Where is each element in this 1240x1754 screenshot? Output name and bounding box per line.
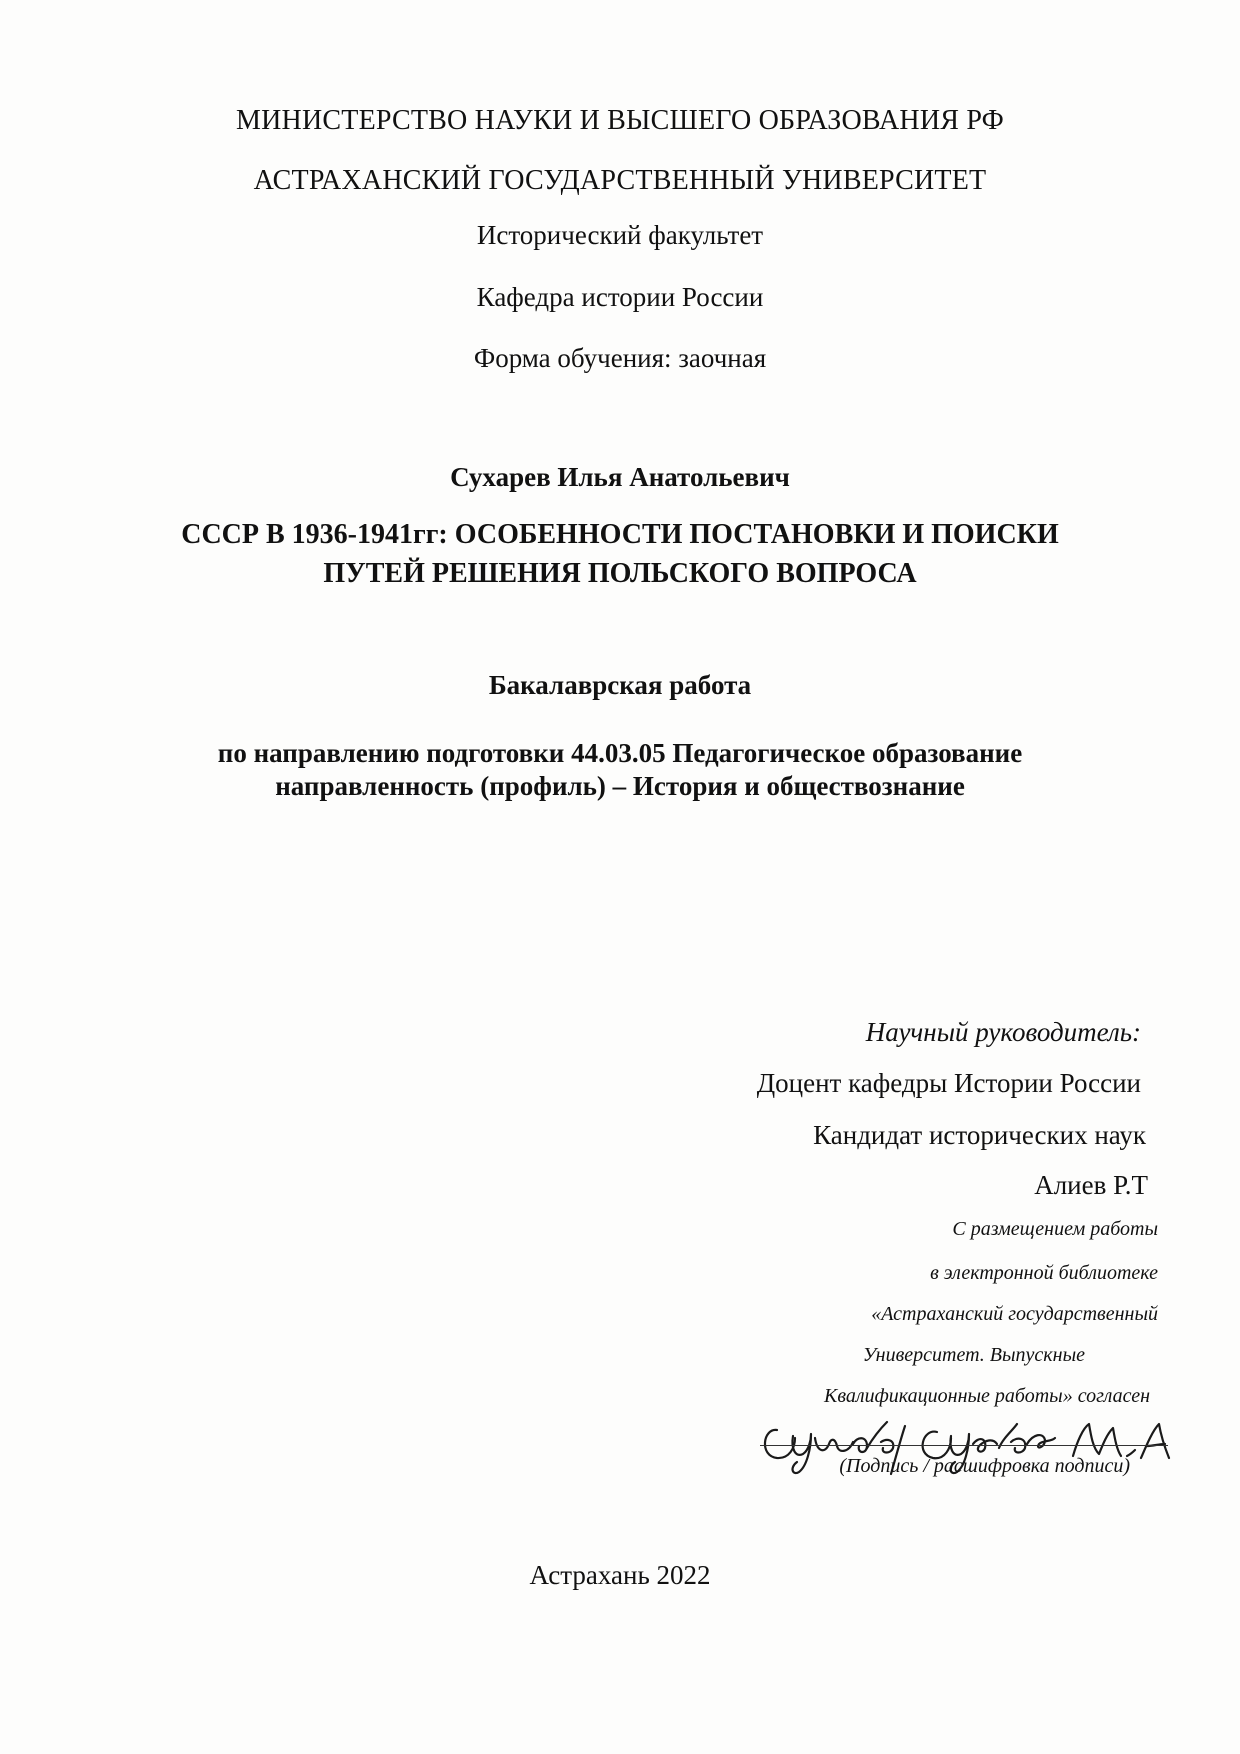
supervisor-label: Научный руководитель: [865, 1017, 1141, 1047]
department-name: Кафедра истории России [476, 282, 764, 312]
ministry-name: МИНИСТЕРСТВО НАУКИ И ВЫСШЕГО ОБРАЗОВАНИЯ РФ [236, 105, 1004, 136]
work-type: Бакалаврская работа [488, 670, 752, 700]
author-name: Сухарев Илья Анатольевич [450, 462, 790, 492]
signature-caption: (Подпись / расшифровка подписи) [839, 1455, 1130, 1477]
thesis-title-line2: ПУТЕЙ РЕШЕНИЯ ПОЛЬСКОГО ВОПРОСА [323, 558, 917, 589]
thesis-title-line1: СССР В 1936-1941гг: ОСОБЕННОСТИ ПОСТАНОВКИ И ПОИСКИ [181, 519, 1059, 550]
supervisor-name: Алиев Р.Т [1034, 1170, 1148, 1200]
city-year: Астрахань 2022 [529, 1560, 711, 1590]
university-name: АСТРАХАНСКИЙ ГОСУДАРСТВЕННЫЙ УНИВЕРСИТЕТ [253, 165, 987, 196]
consent-line2: в электронной библиотеке [930, 1262, 1158, 1284]
consent-line1: С размещением работы [952, 1218, 1158, 1240]
signature-line [760, 1445, 1168, 1446]
supervisor-degree: Кандидат исторических наук [813, 1120, 1146, 1150]
consent-line4: Университет. Выпускные [862, 1344, 1085, 1366]
faculty-name: Исторический факультет [476, 220, 764, 250]
supervisor-position: Доцент кафедры Истории России [756, 1068, 1141, 1098]
direction-line1: по направлению подготовки 44.03.05 Педагогическое образование [217, 738, 1023, 768]
direction-line2: направленность (профиль) – История и обществознание [275, 771, 965, 801]
study-form: Форма обучения: заочная [473, 343, 767, 373]
consent-line5: Квалификационные работы» согласен [824, 1385, 1150, 1407]
consent-line3: «Астраханский государственный [871, 1303, 1158, 1325]
